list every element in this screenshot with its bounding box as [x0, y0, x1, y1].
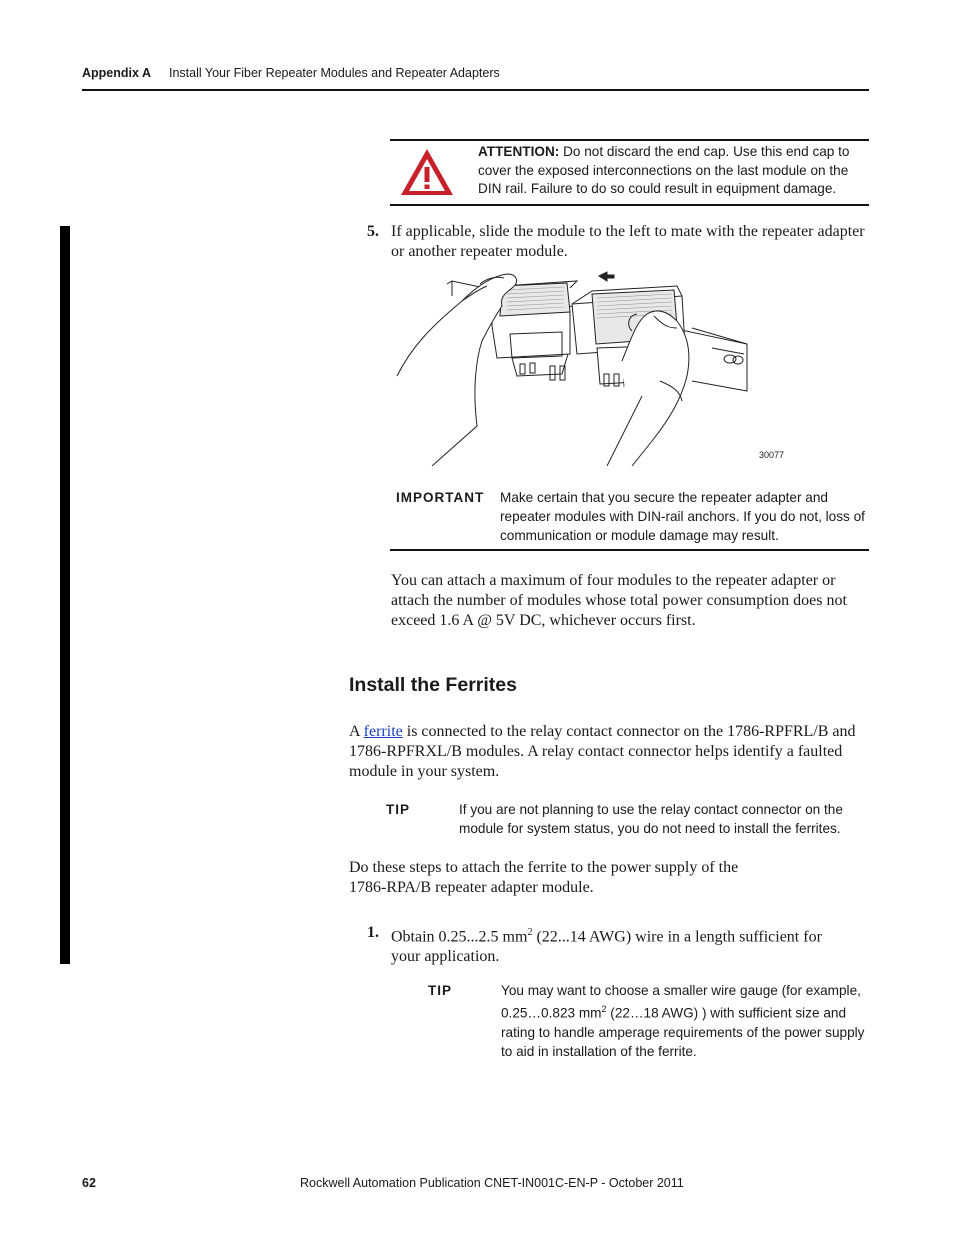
- important-text: Make certain that you secure the repeater adapter and repeater modules with DIN-rail anchors. If you do not, loss of communication or module damage may result.: [500, 490, 865, 543]
- steps-intro-paragraph: Do these steps to attach the ferrite to the power supply of the 1786-RPA/B repeater adapter module.: [349, 859, 739, 896]
- tip-1-label: TIP: [386, 802, 411, 817]
- ferrite-link[interactable]: ferrite: [363, 723, 403, 740]
- warning-triangle-icon: [398, 146, 456, 198]
- step-5-number: 5.: [367, 223, 379, 240]
- important-label: IMPORTANT: [396, 490, 485, 505]
- tip-1-text: If you are not planning to use the relay contact connector on the module for system status, you do not need to install the ferrites.: [459, 802, 843, 836]
- attention-top-rule: [390, 139, 869, 141]
- page-header: [82, 66, 500, 80]
- appendix-label: Appendix A: [82, 66, 151, 80]
- step-1-text: Obtain 0.25...2.5 $mm^2$ (22...14 AWG) wire in a length sufficient for your application.: [391, 927, 822, 966]
- tip-2-text: You may want to choose a smaller wire gauge (for example, 0.25…0.823 $mm^2$ (22…18 AWG) ) with sufficient size and rating to handle amperage requirements of the power supply to aid in installation of the ferrite.: [501, 983, 865, 1059]
- ferrite-suffix: is connected to the relay contact connector on the 1786-RPFRL/B and 1786-RPFRXL/B modules. A relay contact connector helps identify a faulted module in your system.: [349, 723, 856, 780]
- attention-label: ATTENTION:: [478, 144, 560, 159]
- ferrite-prefix: A: [349, 723, 364, 740]
- attention-text: Do not discard the end cap. Use this end cap to cover the exposed interconnections on the last module on the DIN rail. Failure to do so could result in equipment damage.: [478, 144, 850, 196]
- step-5-text: If applicable, slide the module to the left to mate with the repeater adapter or another repeater module.: [391, 223, 865, 260]
- section-heading: Install the Ferrites: [349, 674, 517, 696]
- header-title: Install Your Fiber Repeater Modules and Repeater Adapters: [168, 66, 500, 80]
- figure-id: 30077: [759, 450, 785, 460]
- tip-2-label: TIP: [428, 983, 453, 998]
- attention-message: [478, 143, 863, 199]
- ferrite-paragraph: [349, 722, 871, 782]
- module-slide-illustration: [392, 266, 792, 466]
- publication-info: Rockwell Automation Publication CNET-IN001C-EN-P - October 2011: [300, 1176, 684, 1190]
- attention-bottom-rule: [390, 204, 869, 206]
- important-bottom-rule: [390, 549, 869, 551]
- header-rule: [82, 89, 869, 91]
- page-number: 62: [82, 1176, 96, 1190]
- step-1-number: 1.: [367, 924, 379, 941]
- change-bar: [60, 226, 70, 964]
- max-modules-paragraph: You can attach a maximum of four modules to the repeater adapter or attach the number of modules whose total power consumption does not exceed 1.6 A @ 5V DC, whichever occurs first.: [391, 572, 847, 629]
